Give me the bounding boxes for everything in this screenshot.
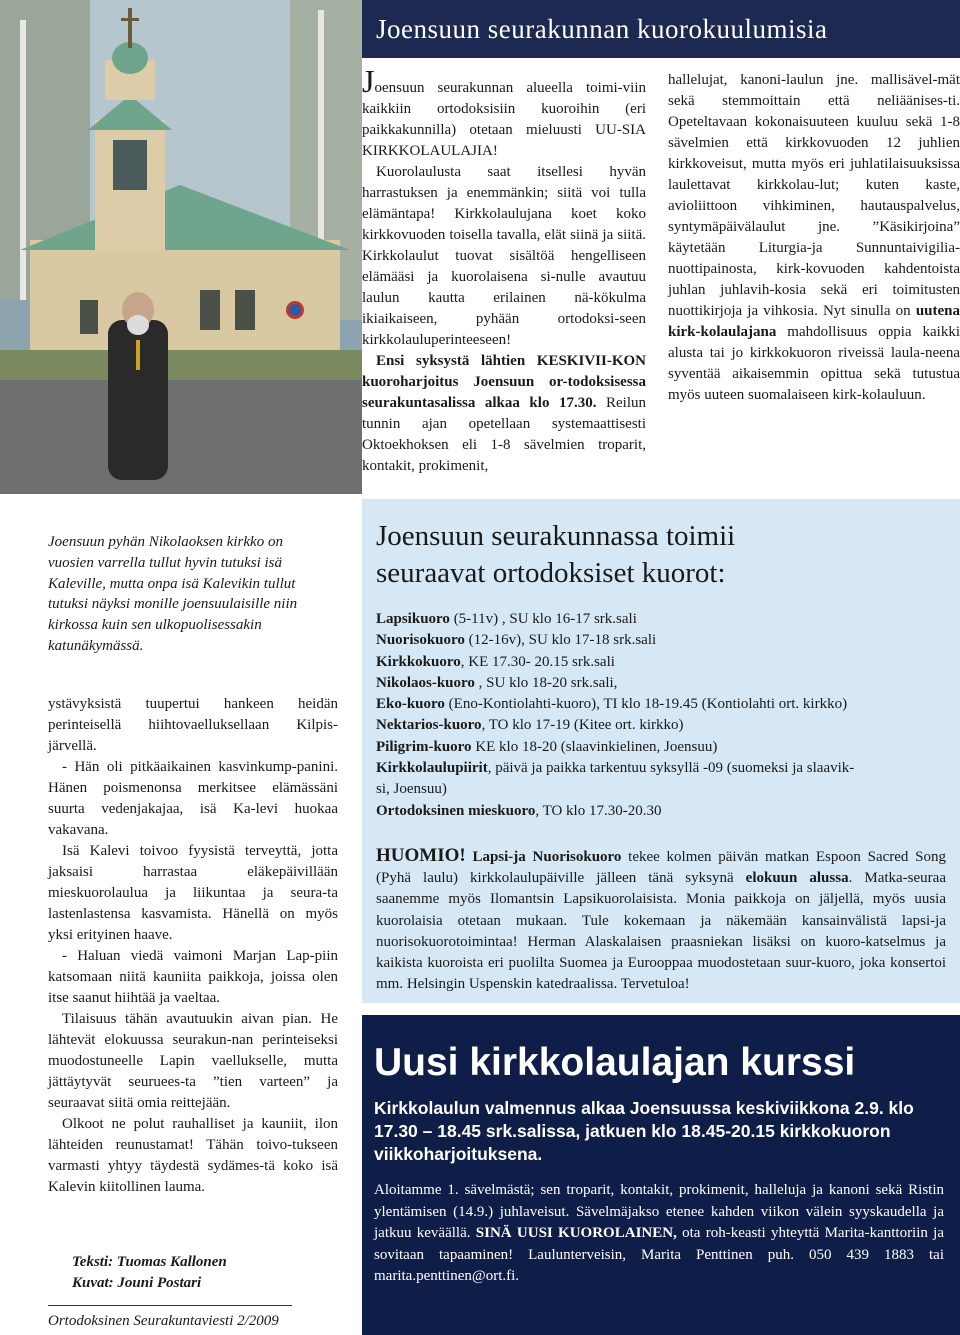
article-paragraph: Tilaisuus tähän avautuukin aivan pian. He lähtevät elokuussa seurakun-nan perinteiseksi muodostuneelle Lapin vaellukselle, mutta jättäytyvät seuruees-ta ”tien varteen” ja seuraavat siitä omia reittejään. xyxy=(48,1011,338,1111)
notice-bold: elokuun alussa xyxy=(745,870,849,887)
intro-text: oensuun seurakunnan alueella toimi-viin kaikkiin ortodoksisiin kuoroihin (eri paikkakunnilla) otetaan mieluusti UU-SIA KIRKKOLAULAJIA! xyxy=(362,80,646,159)
choir-item xyxy=(376,715,936,736)
choir-item xyxy=(376,609,936,630)
notice-paragraph xyxy=(376,845,946,995)
choir-name: Eko-kuoro xyxy=(376,696,445,713)
choir-item xyxy=(376,779,936,800)
schedule-text: Reilun tunnin ajan opetellaan systemaattisesti Oktoekhoksen eli 1-8 sävelmien troparit, kontakit, prokimenit, xyxy=(362,395,646,474)
choir-item xyxy=(376,630,936,651)
page-title: Joensuun seurakunnan kuorokuulumisia xyxy=(376,14,828,44)
choirs-heading-line: seuraavat ortodoksiset kuorot: xyxy=(376,557,726,589)
choir-name: Piligrim-kuoro xyxy=(376,738,472,755)
course-bold: SINÄ UUSI KUOROLAINEN, xyxy=(475,1225,677,1242)
choir-item xyxy=(376,758,936,779)
hobby-paragraph: Kuorolaulusta saat itsellesi hyvän harrastuksen ja enemmänkin; siitä voi tulla elämäntapa! Kirkkolaulujana koet koko kirkkovuoden toisella tavalla, elät siinä ja siitä. Kirkkolaulut tuovat sisältöä hengelliseen elämääsi ja kuorolaisena si-nulle avautuu laulun kautta erilainen nä-kökulma ikiaikaiseen, pyhään ortodoksi-seen kirkkolauluperinteeseen! xyxy=(362,164,646,348)
course-heading: Uusi kirkkolaulajan kurssi xyxy=(374,1041,856,1084)
course-subheading: Kirkkolaulun valmennus alkaa Joensuussa keskiviikkona 2.9. klo 17.30 – 18.45 srk.salissa, jatkuen klo 18.45-20.15 kirkkokuoron viikkoharjoituksena. xyxy=(374,1098,914,1164)
notice-text: . Matka-seuraa saanemme myös Ilomantsin Lapsikuorolaisista. Monia paikkoja on jäljellä, myös uusia kuorolaisia otetaan mukaan. Tule kokemaan ja näkemään kansainvälistä lapsi-ja nuorisokuorotoimintaa! Herman Alaskalaisen praasniekan lisäksi on kuoro-katselmus ja kaikista kuoroista eri puolilta Suomea ja Eurooppaa muodostetaan suur-kuoro, joka konsertoi mm. Helsingin Uspenskin katedraalissa. Tervetuloa! xyxy=(376,870,946,993)
curriculum-text-b: mahdollisuus oppia kaikki alusta tai jo kirkkokuoron riveissä laula-neena syventää aikaisemmin opittua sekä tutustua myös uuteen suomalaiseen kirk-kolauluun. xyxy=(668,324,960,403)
article-paragraph: Olkoot ne polut rauhalliset ja kauniit, ilon lähteiden reunustamat! Tähän toivo-tukseen varmasti yhtyy täydestä sydämes-tä koko isä Kalevin kiitollinen lauma. xyxy=(48,1116,338,1195)
choir-detail: (Eno-Kontiolahti-kuoro), TI klo 18-19.45 (Kontiolahti ort. kirkko) xyxy=(444,696,848,713)
choir-detail: KE klo 18-20 (slaavinkielinen, Joensuu) xyxy=(471,738,718,755)
choir-name: Lapsikuoro xyxy=(376,611,450,627)
credits xyxy=(72,1252,227,1294)
choir-detail: (5-11v) , SU klo 16-17 srk.sali xyxy=(449,611,637,627)
curriculum-text-a: hallelujat, kanoni-laulun jne. mallisävel-mät sekä stemmoittain että neliäänises-ti. Opeteltavaan kokonaisuuteen kuuluu sekä 1-8 sävelmien että kirkkovuoden 12 juhlien kirkkoveisut, mutta myös eri juhlatilaisuuksissa laulettavat kirkkolau-lut; kuten kaste, avioliittoon vihkiminen, hautauspalvelus, syntymäpäivälaulut jne. ”Käsikirjoina” käytetään Liturgia-ja Sunnuntaivigilia-nuottipainosta, kirk-kovuoden kahdentoista juhlan juhlavih-kosia sekä eri toimitusten nuottikirjoja ja vihkosia. Nyt sinulla on xyxy=(668,72,960,319)
choir-detail: , päivä ja paikka tarkentuu syksyllä -09 (suomeksi ja slaavik- xyxy=(487,760,855,777)
choirs-heading-line: Joensuun seurakunnassa toimii xyxy=(376,520,736,552)
choir-name: Nikolaos-kuoro xyxy=(376,674,475,691)
footer-rule xyxy=(48,1305,292,1306)
choirs-heading xyxy=(376,518,936,592)
choir-name: Kirkkolaulupiirit xyxy=(376,760,488,777)
choir-item xyxy=(376,673,936,694)
choir-name: Nektarios-kuoro xyxy=(376,717,482,734)
choir-item xyxy=(376,801,936,822)
church-photo xyxy=(0,0,362,494)
drop-cap: J xyxy=(362,63,375,99)
text-credit: Teksti: Tuomas Kallonen xyxy=(72,1254,227,1270)
choir-detail: (12-16v), SU klo 17-18 srk.sali xyxy=(464,632,657,649)
intro-column xyxy=(362,63,646,477)
photo-credit: Kuvat: Jouni Postari xyxy=(72,1275,202,1291)
choir-item xyxy=(376,694,936,715)
choir-name: Kirkkokuoro xyxy=(376,653,461,670)
publication-name: Ortodoksinen Seurakuntaviesti 2/2009 xyxy=(48,1313,279,1329)
choir-item xyxy=(376,737,936,758)
article-body xyxy=(48,694,338,1198)
curriculum-paragraph xyxy=(668,70,960,406)
article-paragraph: - Hän oli pitkäaikainen kasvinkump-panini. Hänen poismenonsa merkitsee elämässäni suurta vedenjakajaa, isä Ka-levi huokaa vakavana. xyxy=(48,759,338,838)
course-body xyxy=(374,1180,944,1288)
schedule-bold: Ensi syksystä lähtien KESKIVII-KON kuoroharjoitus Joensuun or-todoksisessa seurakuntasalissa alkaa klo 17.30. xyxy=(362,353,646,411)
choir-item xyxy=(376,652,936,673)
notice-bold: Lapsi-ja Nuorisokuoro xyxy=(465,849,622,865)
article-paragraph: ystävyksistä tuupertui hankeen heidän perinteisellä hiihtovaelluksellaan Kilpis-järvellä. xyxy=(48,696,338,754)
choir-name: Ortodoksinen mieskuoro xyxy=(376,802,536,819)
choir-detail: , SU klo 18-20 srk.sali, xyxy=(474,674,618,691)
photo-caption: Joensuun pyhän Nikolaoksen kirkko on vuosien varrella tullut hyvin tutuksi isä Kaleville, mutta onpa isä Kalevikin tullut tutuksi näyksi monille joensuulaisille niin kirkossa kuin sen ulkopuolisessakin katunäkymässä. xyxy=(48,534,298,654)
article-paragraph: Isä Kalevi toivoo fyysistä terveyttä, jotta jaksaisi harrastaa eläkepäivillään mieskuorolaulua ja liikuntaa ja seura-ta lastenlastensa kasvamista. Hänellä on myös yksi erityinen haave. xyxy=(48,843,338,943)
curriculum-column xyxy=(668,70,960,406)
schedule-paragraph xyxy=(362,351,646,477)
choir-detail: , TO klo 17-19 (Kitee ort. kirkko) xyxy=(481,717,684,734)
church-illustration xyxy=(0,0,362,494)
choir-name: Nuorisokuoro xyxy=(376,632,465,649)
choir-detail: si, Joensuu) xyxy=(376,781,447,798)
curriculum-bold: uutena kirk-kolaulajana xyxy=(668,303,960,340)
notice-text: tekee kolmen päivän matkan Espoon Sacred Song (Pyhä laulu) kirkkolaulupäiville jälleen tänä syksynä xyxy=(376,849,946,887)
intro-paragraph xyxy=(362,63,646,162)
choirs-list xyxy=(376,609,936,822)
article-paragraph: - Haluan viedä vaimoni Marjan Lap-piin katsomaan niitä kauniita paikkoja, joissa olen itse saanut hiihtää ja vaeltaa. xyxy=(48,948,338,1006)
course-text: ota roh-keasti yhteyttä Marita-kanttoriin ja sovitaan tapaaminen! Laulunterveisin, Marita Penttinen puh. 050 439 1883 tai marita.penttinen@ort.fi. xyxy=(374,1225,945,1285)
choir-detail: , TO klo 17.30-20.30 xyxy=(535,802,662,819)
course-text: Aloitamme 1. sävelmästä; sen troparit, kontakit, prokimenit, halleluja ja kanoni sekä Ristin ylentämisen (14.9.) juhlaveisut. Sävelmäjakso etenee kahden viikon välein syyskaudella ja jatkuu keväällä. xyxy=(374,1182,944,1242)
choir-detail: , KE 17.30- 20.15 srk.sali xyxy=(460,653,615,670)
notice-label: HUOMIO! xyxy=(376,845,466,866)
